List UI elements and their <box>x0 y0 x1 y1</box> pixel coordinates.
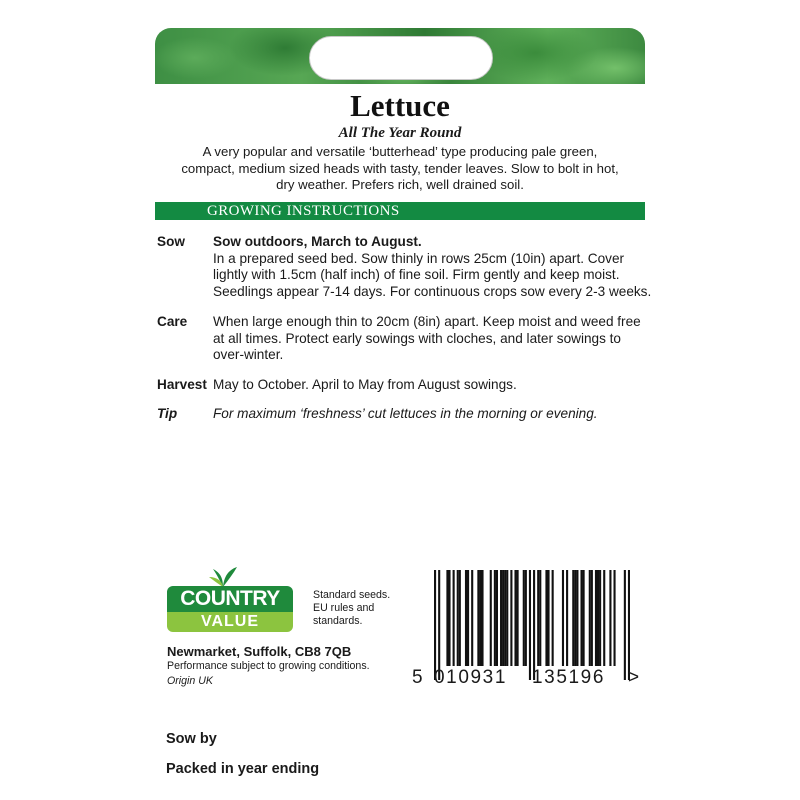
barcode-bar <box>434 570 436 680</box>
barcode-left-digits: 010931 <box>434 667 508 688</box>
barcode-bar <box>545 570 547 666</box>
sow-label: Sow <box>157 234 185 249</box>
origin-note: Origin UK <box>167 675 213 687</box>
barcode-bar <box>438 570 440 680</box>
barcode-bar <box>547 570 549 666</box>
barcode-bar <box>533 570 535 680</box>
ean-barcode <box>434 570 630 680</box>
section-title: GROWING INSTRUCTIONS <box>207 203 400 219</box>
barcode-bar <box>628 570 630 680</box>
barcode-right-digits: 135196 <box>532 667 606 688</box>
barcode-bar <box>506 570 508 666</box>
hang-hole <box>309 36 493 80</box>
harvest-body: May to October. April to May from August sowings. <box>213 377 517 392</box>
tip-label: Tip <box>157 406 178 421</box>
barcode-first-digit: 5 <box>412 667 423 688</box>
barcode-bar <box>504 570 506 666</box>
barcode-bar <box>500 570 502 666</box>
barcode-bar <box>453 570 455 666</box>
barcode-bar <box>517 570 519 666</box>
barcode-bar <box>595 570 597 666</box>
barcode-bar <box>465 570 467 666</box>
barcode-bar <box>624 570 626 680</box>
barcode-bar <box>599 570 601 666</box>
standards-note: Standard seeds. EU rules and standards. <box>313 589 391 627</box>
care-label: Care <box>157 314 188 329</box>
barcode-bar <box>583 570 585 666</box>
logo-value: VALUE <box>167 612 293 632</box>
barcode-bar <box>529 570 531 680</box>
sow-by-label: Sow by <box>166 731 217 747</box>
product-title: Lettuce <box>350 88 450 123</box>
performance-note: Performance subject to growing conditions. <box>167 660 370 672</box>
country-value-logo <box>167 565 293 633</box>
logo-country: COUNTRY <box>167 586 293 612</box>
sow-body: In a prepared seed bed. Sow thinly in rows 25cm (10in) apart. Cover lightly with 1.5cm (half inch) of fine soil. Firm gently and keep moist. Seedlings appear 7-14 days. For continuous crops sow every 2-3 weeks. <box>213 250 652 299</box>
barcode-bar <box>566 570 568 666</box>
barcode-bar <box>591 570 593 666</box>
company-address: Newmarket, Suffolk, CB8 7QB <box>167 644 352 659</box>
barcode-bar <box>613 570 615 666</box>
barcode-arrow: > <box>628 667 640 688</box>
harvest-label: Harvest <box>157 377 207 392</box>
leaf-icon <box>203 565 243 587</box>
barcode-bar <box>496 570 498 666</box>
barcode-bar <box>572 570 574 666</box>
barcode-bar <box>609 570 611 666</box>
variety-name: All The Year Round <box>338 125 462 141</box>
barcode-bar <box>457 570 459 666</box>
sow-lead: Sow outdoors, March to August. <box>213 234 422 249</box>
barcode-bar <box>448 570 450 666</box>
care-body: When large enough thin to 20cm (8in) apart. Keep moist and weed free at all times. Protect early sowings with cloches, and later sowings to over-winter. <box>213 314 641 362</box>
barcode-bar <box>562 570 564 666</box>
barcode-bar <box>574 570 576 666</box>
sow-instructions <box>213 234 653 300</box>
barcode-bar <box>537 570 539 666</box>
barcode-bar <box>467 570 469 666</box>
growing-instructions-bar <box>155 202 645 220</box>
barcode-bar <box>525 570 527 666</box>
barcode-bar <box>471 570 473 666</box>
barcode-bar <box>597 570 599 666</box>
barcode-bar <box>446 570 448 666</box>
barcode-bar <box>494 570 496 666</box>
product-description: A very popular and versatile ‘butterhead’ type producing pale green, compact, medium sized heads with tasty, tender leaves. Slow to bolt in hot, dry weather. Prefers rich, well drained soil. <box>181 144 619 192</box>
barcode-bar <box>603 570 605 666</box>
barcode-bar <box>479 570 481 666</box>
barcode-bar <box>539 570 541 666</box>
barcode-bar <box>589 570 591 666</box>
barcode-bar <box>523 570 525 666</box>
barcode-bar <box>510 570 512 666</box>
barcode-bar <box>576 570 578 666</box>
barcode-bar <box>552 570 554 666</box>
packed-label: Packed in year ending <box>166 761 320 777</box>
barcode-bar <box>580 570 582 666</box>
tip-body: For maximum ‘freshness’ cut lettuces in the morning or evening. <box>213 406 598 421</box>
barcode-bar <box>477 570 479 666</box>
header-leaf-banner <box>155 28 645 84</box>
barcode-bar <box>459 570 461 666</box>
barcode-bar <box>514 570 516 666</box>
barcode-bar <box>502 570 504 666</box>
barcode-bar <box>481 570 483 666</box>
barcode-bar <box>490 570 492 666</box>
